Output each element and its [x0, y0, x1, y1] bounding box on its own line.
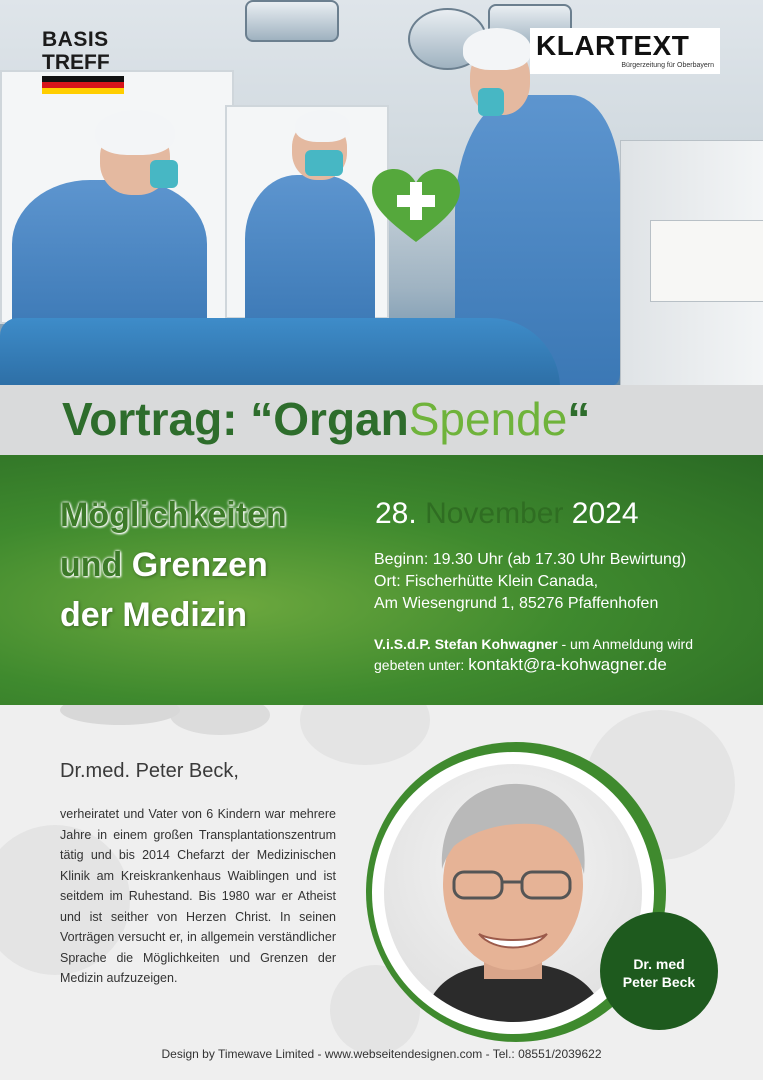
- visdp-text: [374, 636, 693, 652]
- footer-credit: Design by Timewave Limited - www.webseitendesignen.com - Tel.: 08551/2039622: [161, 1047, 602, 1061]
- email-link[interactable]: kontakt@ra-kohwagner.de: [468, 655, 667, 674]
- decorative-bubble: [300, 705, 430, 765]
- title-organ: Organ: [273, 393, 409, 445]
- visdp-rest: - um Anmeldung wird: [557, 636, 694, 652]
- heart-plus-icon: [370, 168, 462, 244]
- title-suffix: “: [567, 393, 591, 445]
- registration-line: [374, 655, 667, 675]
- medical-machine: [650, 220, 763, 302]
- event-place-line2: Am Wiesengrund 1, 85276 Pfaffenhofen: [374, 595, 659, 612]
- event-begin: Beginn: 19.30 Uhr (ab 17.30 Uhr Bewirtung): [374, 551, 687, 568]
- title-prefix: Vortrag: “: [62, 393, 274, 445]
- speaker-badge: [600, 912, 718, 1030]
- surgeon-cap: [295, 110, 350, 142]
- surgeon-cap: [463, 28, 531, 70]
- surgical-drape: [0, 318, 560, 385]
- hero-photo: [0, 0, 763, 385]
- surgeon-mask: [478, 88, 504, 116]
- surgeon-gown: [245, 175, 375, 335]
- logo-subtitle: Bürgerzeitung für Oberbayern: [621, 62, 714, 69]
- surgeon-cap: [95, 110, 175, 155]
- date-year: 2024: [571, 497, 639, 530]
- badge-line2: Peter Beck: [622, 974, 696, 990]
- subheading-und: und: [60, 546, 123, 584]
- decorative-bubble: [170, 705, 270, 735]
- date-day: 28.: [375, 497, 417, 530]
- surgeon-mask: [305, 150, 343, 176]
- basis-treff-logo: [42, 28, 126, 94]
- subheading-grenzen: Grenzen: [131, 546, 268, 584]
- speaker-bio: verheiratet und Vater von 6 Kindern war mehrere Jahre in einem großen Transplantationszentrum tätig und bis 2014 Chefarzt der Medizinischen Klinik am Kreiskrankenhaus Waiblingen und ist seitdem im Ruhestand. Bis 1980 war er Atheist und ist seither von Herzen Christ. In seinen Vorträgen versucht er, in allgemein verständlicher Sprache die Möglichkeiten und Grenzen der Medizin aufzuzeigen.: [60, 807, 336, 985]
- logo-text: KLARTEXT: [536, 30, 690, 61]
- visdp-name: V.i.S.d.P. Stefan Kohwagner: [374, 636, 558, 652]
- speaker-name: Dr.med. Peter Beck,: [60, 760, 239, 782]
- decorative-bubble: [60, 705, 180, 725]
- email-prefix: gebeten unter:: [374, 657, 469, 673]
- klartext-logo: [530, 28, 720, 74]
- surgical-lamp: [245, 0, 339, 42]
- event-place-line1: Ort: Fischerhütte Klein Canada,: [374, 573, 599, 590]
- subheading-line1: Möglichkeiten: [60, 496, 287, 534]
- event-date: [375, 497, 639, 531]
- logo-text: BASIS: [42, 28, 109, 51]
- german-flag-icon: [42, 76, 124, 94]
- title-spende: Spende: [408, 393, 568, 445]
- date-month: November: [425, 497, 564, 530]
- surgeon-mask: [150, 160, 178, 188]
- surgeon-gown: [12, 180, 207, 340]
- logo-text: TREFF: [42, 51, 110, 74]
- badge-line1: Dr. med: [633, 956, 685, 972]
- subheading-line3: der Medizin: [60, 596, 248, 634]
- subheading-line2: [60, 546, 268, 585]
- page-title: [62, 392, 590, 446]
